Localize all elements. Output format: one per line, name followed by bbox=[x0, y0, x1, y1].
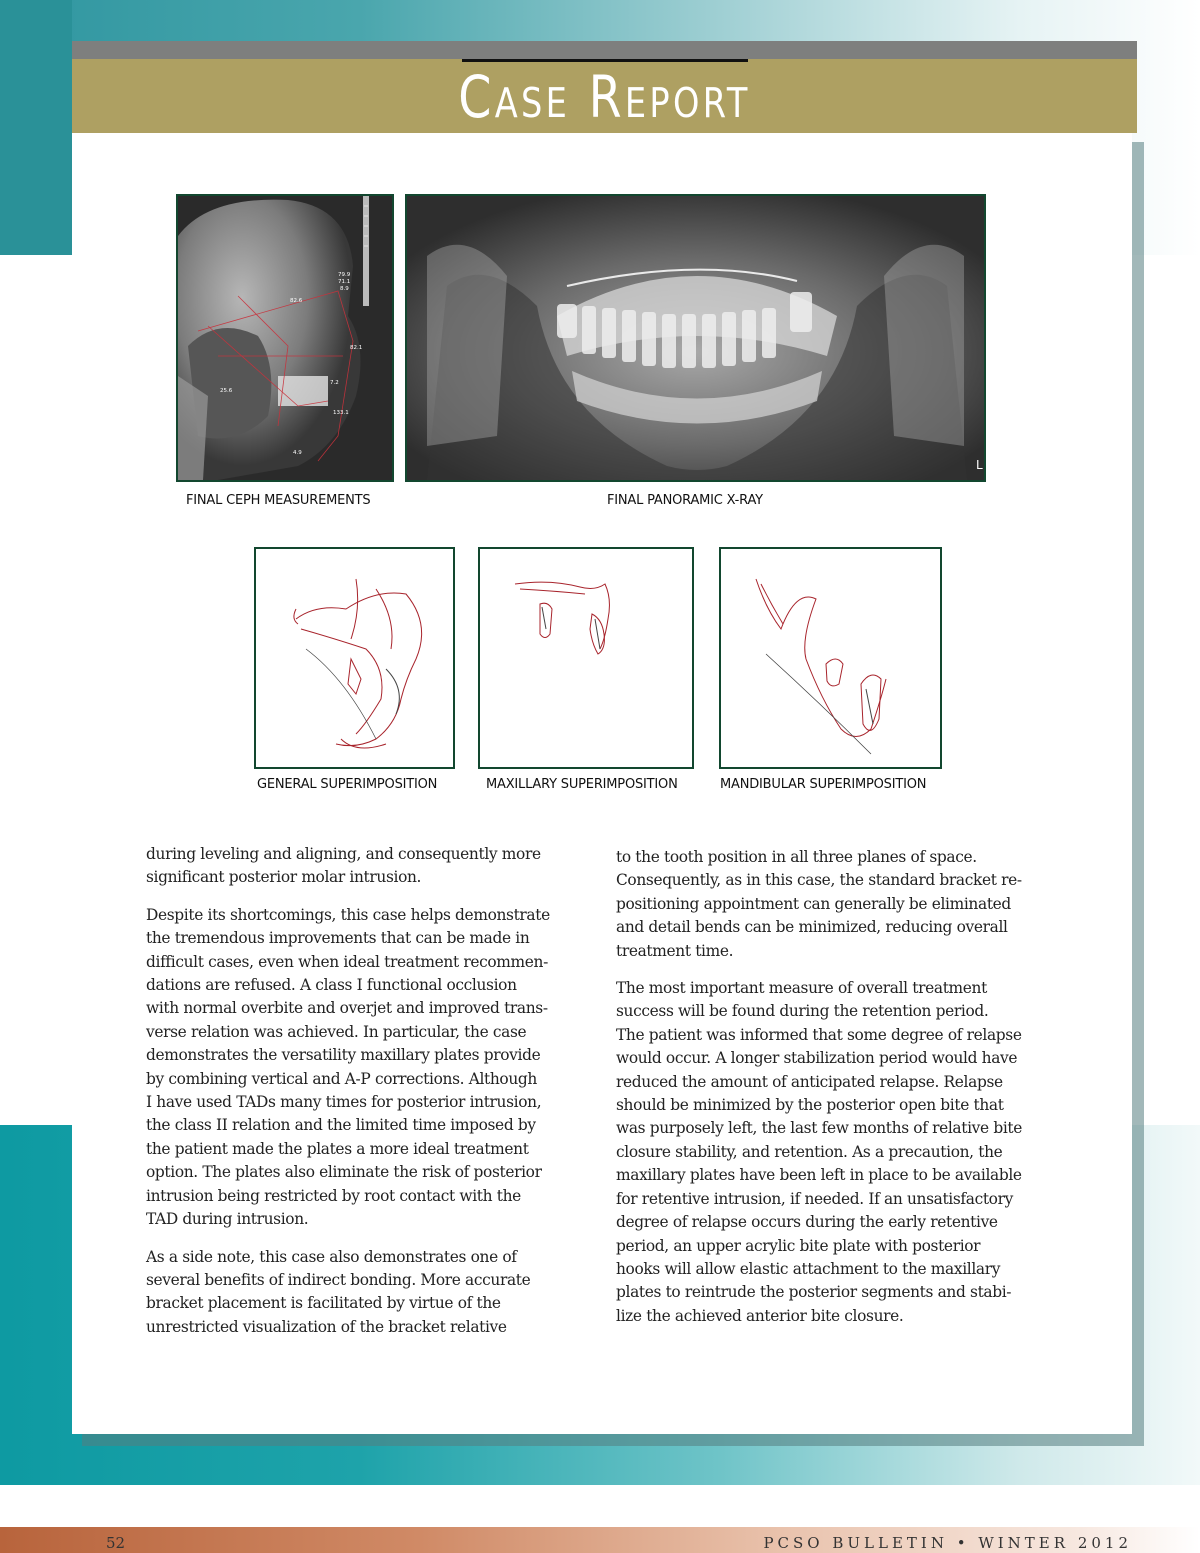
text-line: was purposely left, the last few months of relative bite bbox=[616, 1119, 1022, 1138]
paragraph bbox=[146, 843, 586, 890]
general-superimposition-caption: GENERAL SUPERIMPOSITION bbox=[257, 777, 438, 792]
text-line: closure stability, and retention. As a precaution, the bbox=[616, 1142, 1003, 1161]
text-line: dations are refused. A class I functional occlusion bbox=[146, 976, 517, 995]
general-superimposition-image bbox=[254, 547, 455, 769]
text-line: maxillary plates have been left in place to be available bbox=[616, 1166, 1022, 1185]
text-line: treatment time. bbox=[616, 941, 734, 960]
text-line: and detail bends can be minimized, reducing overall bbox=[616, 918, 1008, 937]
left-teal-block bbox=[0, 0, 72, 255]
text-line: the patient made the plates a more ideal treatment bbox=[146, 1139, 529, 1158]
ceph-label-3: 8.9 bbox=[340, 286, 349, 292]
text-line: positioning appointment can generally be eliminated bbox=[616, 894, 1011, 913]
mandibular-superimposition-image bbox=[719, 547, 942, 769]
header-gray-bar bbox=[72, 41, 1137, 59]
left-text-column bbox=[146, 843, 586, 1339]
text-line: hooks will allow elastic attachment to the maxillary bbox=[616, 1259, 1001, 1278]
ceph-label-1: 79.9 bbox=[338, 272, 351, 278]
text-line: during leveling and aligning, and consequently more bbox=[146, 845, 541, 863]
text-line: Consequently, as in this case, the standard bracket re- bbox=[616, 871, 1022, 890]
text-line: I have used TADs many times for posterior intrusion, bbox=[146, 1093, 542, 1112]
pano-caption: FINAL PANORAMIC X-RAY bbox=[607, 493, 763, 508]
text-line: should be minimized by the posterior open bite that bbox=[616, 1096, 1004, 1115]
pano-side-marker: L bbox=[976, 458, 983, 472]
text-line: bracket placement is facilitated by virtue of the bbox=[146, 1294, 501, 1313]
text-line: several benefits of indirect bonding. More accurate bbox=[146, 1270, 531, 1289]
text-line: to the tooth position in all three planes of space. bbox=[616, 848, 977, 866]
maxillary-superimposition-image bbox=[478, 547, 694, 769]
text-line: the class II relation and the limited time imposed by bbox=[146, 1116, 536, 1135]
text-line: TAD during intrusion. bbox=[146, 1210, 309, 1229]
page-title: Case Report bbox=[458, 63, 751, 131]
panoramic-xray-image bbox=[405, 194, 986, 482]
text-line: the tremendous improvements that can be made in bbox=[146, 929, 530, 948]
ceph-label-6: 7.2 bbox=[330, 380, 339, 386]
text-line: significant posterior molar intrusion. bbox=[146, 868, 422, 887]
paragraph bbox=[146, 904, 586, 1232]
text-line: As a side note, this case also demonstrates one of bbox=[146, 1247, 517, 1266]
mandibular-superimposition-caption: MANDIBULAR SUPERIMPOSITION bbox=[720, 777, 927, 792]
text-line: with normal overbite and overjet and improved trans- bbox=[146, 999, 548, 1018]
maxillary-superimposition-caption: MAXILLARY SUPERIMPOSITION bbox=[486, 777, 678, 792]
text-line: lize the achieved anterior bite closure. bbox=[616, 1306, 904, 1325]
text-line: The most important measure of overall treatment bbox=[616, 979, 987, 998]
text-line: The patient was informed that some degree of relapse bbox=[616, 1025, 1022, 1044]
paragraph bbox=[616, 977, 1066, 1328]
text-line: option. The plates also eliminate the risk of posterior bbox=[146, 1163, 542, 1182]
text-line: unrestricted visualization of the bracket relative bbox=[146, 1317, 507, 1336]
paragraph bbox=[616, 846, 1066, 963]
text-line: reduced the amount of anticipated relapse. Relapse bbox=[616, 1072, 1003, 1091]
ceph-label-5: 82.1 bbox=[350, 345, 363, 351]
text-line: success will be found during the retention period. bbox=[616, 1002, 989, 1021]
text-line: would occur. A longer stabilization period would have bbox=[616, 1049, 1018, 1068]
text-line: Despite its shortcomings, this case helps demonstrate bbox=[146, 905, 550, 924]
text-line: degree of relapse occurs during the early retentive bbox=[616, 1213, 998, 1232]
text-line: demonstrates the versatility maxillary plates provide bbox=[146, 1046, 541, 1065]
ceph-label-2: 71.1 bbox=[338, 279, 351, 285]
ceph-label-4: 82.6 bbox=[290, 298, 303, 304]
ceph-label-7: 133.1 bbox=[333, 410, 349, 416]
text-line: intrusion being restricted by root contact with the bbox=[146, 1186, 521, 1205]
ceph-label-8: 25.6 bbox=[220, 388, 233, 394]
text-line: plates to reintrude the posterior segments and stabi- bbox=[616, 1283, 1012, 1302]
ceph-xray-image bbox=[176, 194, 394, 482]
paragraph bbox=[146, 1246, 586, 1340]
text-line: for retentive intrusion, if needed. If an unsatisfactory bbox=[616, 1189, 1013, 1208]
text-line: difficult cases, even when ideal treatment recommen- bbox=[146, 952, 548, 971]
ceph-label-9: 4.9 bbox=[293, 450, 302, 456]
ceph-caption: FINAL CEPH MEASUREMENTS bbox=[186, 493, 371, 508]
page-number: 52 bbox=[106, 1534, 126, 1552]
publication-footer: PCSO BULLETIN • WINTER 2012 bbox=[763, 1534, 1132, 1552]
text-line: verse relation was achieved. In particular, the case bbox=[146, 1022, 527, 1041]
right-text-column bbox=[616, 846, 1066, 1328]
text-line: period, an upper acrylic bite plate with posterior bbox=[616, 1236, 981, 1255]
text-line: by combining vertical and A-P corrections. Although bbox=[146, 1069, 537, 1088]
